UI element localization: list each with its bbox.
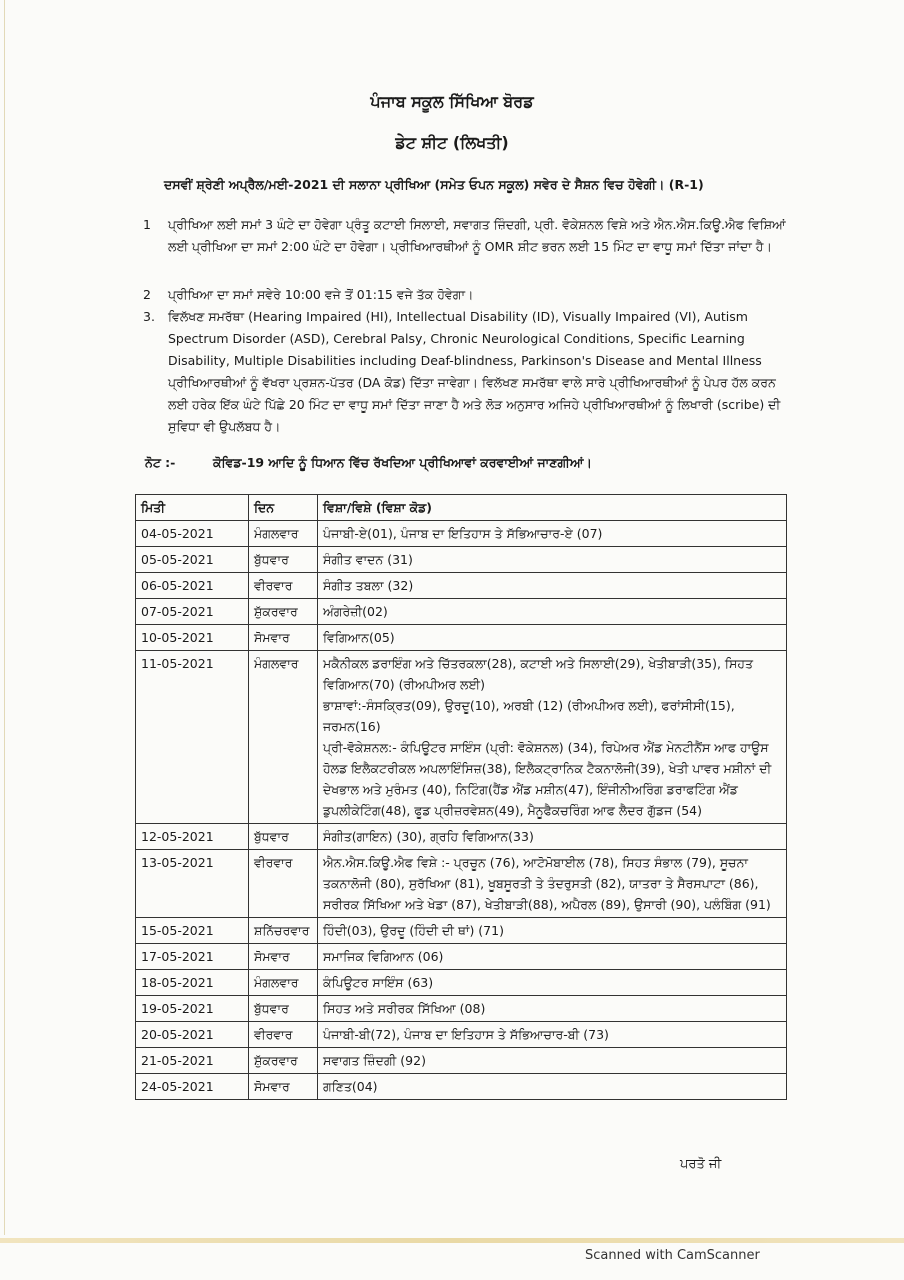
day-cell: ਸ਼ੁੱਕਰਵਾਰ <box>249 1048 318 1074</box>
date-cell: 12-05-2021 <box>136 824 249 850</box>
instruction-number: 2 <box>143 287 151 302</box>
subject-cell: ਪੰਜਾਬੀ-ਬੀ(72), ਪੰਜਾਬ ਦਾ ਇਤਿਹਾਸ ਤੇ ਸੱਭਿਆਚਾਰ-ਬੀ (73) <box>318 1022 787 1048</box>
table-row <box>136 944 787 970</box>
date-cell: 13-05-2021 <box>136 850 249 918</box>
date-cell: 19-05-2021 <box>136 996 249 1022</box>
board-title: ਪੰਜਾਬ ਸਕੂਲ ਸਿੱਖਿਆ ਬੋਰਡ <box>370 92 534 111</box>
date-cell: 11-05-2021 <box>136 651 249 824</box>
day-cell: ਮੰਗਲਵਾਰ <box>249 521 318 547</box>
scanner-watermark: Scanned with CamScanner <box>585 1248 760 1263</box>
subject-cell: ਸਵਾਗਤ ਜ਼ਿੰਦਗੀ (92) <box>318 1048 787 1074</box>
date-cell: 24-05-2021 <box>136 1074 249 1100</box>
day-cell: ਸੋਮਵਾਰ <box>249 944 318 970</box>
table-row <box>136 918 787 944</box>
table-row <box>136 625 787 651</box>
header-day: ਦਿਨ <box>249 495 318 521</box>
day-cell: ਵੀਰਵਾਰ <box>249 573 318 599</box>
date-sheet-table <box>135 494 787 1100</box>
date-cell: 05-05-2021 <box>136 547 249 573</box>
day-cell: ਸ਼ਨਿੱਚਰਵਾਰ <box>249 918 318 944</box>
day-cell: ਵੀਰਵਾਰ <box>249 1022 318 1048</box>
subject-cell <box>318 651 787 824</box>
subject-cell: ਹਿੰਦੀ(03), ਉਰਦੂ (ਹਿੰਦੀ ਦੀ ਥਾਂ) (71) <box>318 918 787 944</box>
day-cell: ਸ਼ੁੱਕਰਵਾਰ <box>249 599 318 625</box>
date-cell: 18-05-2021 <box>136 970 249 996</box>
date-cell: 15-05-2021 <box>136 918 249 944</box>
instruction-number: 3. <box>143 309 155 324</box>
date-cell: 21-05-2021 <box>136 1048 249 1074</box>
signature: ਪਰਤੋ ਜੀ <box>680 1157 722 1172</box>
table-row <box>136 1022 787 1048</box>
table-row <box>136 850 787 918</box>
exam-notice: ਦਸਵੀਂ ਸ਼੍ਰੇਣੀ ਅਪ੍ਰੈਲ/ਮਈ-2021 ਦੀ ਸਲਾਨਾ ਪ੍ਰੀਖਿਆ (ਸਮੇਤ ਓਪਨ ਸਕੂਲ) ਸਵੇਰ ਦੇ ਸੈਸ਼ਨ ਵਿਚ ਹੋਵੇਗੀ। (R-1) <box>164 177 704 192</box>
subject-cell: ਸੰਗੀਤ(ਗਾਇਨ) (30), ਗ੍ਰਹਿ ਵਿਗਿਆਨ(33) <box>318 824 787 850</box>
header-subject: ਵਿਸ਼ਾ/ਵਿਸ਼ੇ (ਵਿਸ਼ਾ ਕੋਡ) <box>318 495 787 521</box>
note-text: ਕੋਵਿਡ-19 ਆਦਿ ਨੂੰ ਧਿਆਨ ਵਿੱਚ ਰੱਖਦਿਆ ਪ੍ਰੀਖਿਆਵਾਂ ਕਰਵਾਈਆਂ ਜਾਣਗੀਆਂ। <box>213 455 592 470</box>
day-cell: ਬੁੱਧਵਾਰ <box>249 996 318 1022</box>
day-cell: ਮੰਗਲਵਾਰ <box>249 651 318 824</box>
subject-cell: ਕੰਪਿਊਟਰ ਸਾਇੰਸ (63) <box>318 970 787 996</box>
table-row <box>136 1048 787 1074</box>
table-row <box>136 651 787 824</box>
table-row <box>136 1074 787 1100</box>
subject-cell: ਸਿਹਤ ਅਤੇ ਸਰੀਰਕ ਸਿੱਖਿਆ (08) <box>318 996 787 1022</box>
table-header-row <box>136 495 787 521</box>
day-cell: ਸੋਮਵਾਰ <box>249 1074 318 1100</box>
subject-cell: ਪੰਜਾਬੀ-ਏ(01), ਪੰਜਾਬ ਦਾ ਇਤਿਹਾਸ ਤੇ ਸੱਭਿਆਚਾਰ-ਏ (07) <box>318 521 787 547</box>
subject-cell: ਗਣਿਤ(04) <box>318 1074 787 1100</box>
subject-cell: ਐਨ.ਐਸ.ਕਿਊ.ਐਫ ਵਿਸ਼ੇ :- ਪ੍ਰਚੂਨ (76), ਆਟੋਮੋਬਾਈਲ (78), ਸਿਹਤ ਸੰਭਾਲ (79), ਸੂਚਨਾ ਤਕਨਾਲੋਜੀ (80), ਸੁਰੱਖਿਆ (81), ਖੂਬਸੂਰਤੀ ਤੇ ਤੰਦਰੁਸਤੀ (82), ਯਾਤਰਾ ਤੇ ਸੈਰਸਪਾਟਾ (86), ਸਰੀਰਕ ਸਿੱਖਿਆ ਅਤੇ ਖੇਡਾ (87), ਖੇਤੀਬਾੜੀ(88), ਅਪੈਰਲ (89), ਉਸਾਰੀ (90), ਪਲੰਬਿੰਗ (91) <box>318 850 787 918</box>
subject-line: ਪ੍ਰੀ-ਵੋਕੇਸ਼ਨਲ:- ਕੰਪਿਊਟਰ ਸਾਇੰਸ (ਪ੍ਰੀ: ਵੋਕੇਸ਼ਨਲ) (34), ਰਿਪੇਅਰ ਐਂਡ ਮੇਨਟੀਨੈਂਸ ਆਫ ਹਾਊਸ ਹੋਲਡ ਇਲੈਕਟਰੀਕਲ ਅਪਲਾਇੰਸਿਜ਼(38), ਇਲੈਕਟ੍ਰਾਨਿਕ ਟੈਕਨਾਲੋਜੀ(39), ਖੇਤੀ ਪਾਵਰ ਮਸ਼ੀਨਾਂ ਦੀ ਦੇਖਭਾਲ ਅਤੇ ਮੁਰੰਮਤ (40), ਨਿਟਿੰਗ(ਹੈਂਡ ਐਂਡ ਮਸ਼ੀਨ(47), ਇੰਜੀਨੀਅਰਿੰਗ ਡਰਾਫਟਿੰਗ ਐਂਡ ਡੁਪਲੀਕੇਟਿੰਗ(48), ਫੂਡ ਪ੍ਰੀਜ਼ਰਵੇਸ਼ਨ(49), ਮੈਨੂਫੈਕਚਰਿੰਗ ਆਫ ਲੈਦਰ ਗੁੱਡਜ (54) <box>323 740 772 818</box>
date-cell: 07-05-2021 <box>136 599 249 625</box>
subject-cell: ਸੰਗੀਤ ਵਾਦਨ (31) <box>318 547 787 573</box>
day-cell: ਮੰਗਲਵਾਰ <box>249 970 318 996</box>
instruction-text: ਪ੍ਰੀਖਿਆ ਲਈ ਸਮਾਂ 3 ਘੰਟੇ ਦਾ ਹੋਵੇਗਾ ਪ੍ਰੰਤੂ ਕਟਾਈ ਸਿਲਾਈ, ਸਵਾਗਤ ਜ਼ਿੰਦਗੀ, ਪ੍ਰੀ. ਵੋਕੇਸ਼ਨਲ ਵਿਸ਼ੇ ਅਤੇ ਐਨ.ਐਸ.ਕਿਊ.ਐਫ ਵਿਸ਼ਿਆਂ ਲਈ ਪ੍ਰੀਖਿਆ ਦਾ ਸਮਾਂ 2:00 ਘੰਟੇ ਦਾ ਹੋਵੇਗਾ। ਪ੍ਰੀਖਿਆਰਥੀਆਂ ਨੂੰ OMR ਸ਼ੀਟ ਭਰਨ ਲਈ 15 ਮਿੰਟ ਦਾ ਵਾਧੂ ਸਮਾਂ ਦਿੱਤਾ ਜਾਂਦਾ ਹੈ। <box>168 217 786 254</box>
subject-cell: ਅੰਗਰੇਜ਼ੀ(02) <box>318 599 787 625</box>
subject-line: ਮਕੈਨੀਕਲ ਡਰਾਇੰਗ ਅਤੇ ਚਿੱਤਰਕਲਾ(28), ਕਟਾਈ ਅਤੇ ਸਿਲਾਈ(29), ਖੇਤੀਬਾੜੀ(35), ਸਿਹਤ ਵਿਗਿਆਨ(70) (ਰੀਅਪੀਅਰ ਲਈ) <box>323 656 753 692</box>
day-cell: ਸੋਮਵਾਰ <box>249 625 318 651</box>
page-bottom-edge <box>0 1238 904 1243</box>
date-cell: 17-05-2021 <box>136 944 249 970</box>
subject-cell: ਵਿਗਿਆਨ(05) <box>318 625 787 651</box>
subject-cell: ਸਮਾਜਿਕ ਵਿਗਿਆਨ (06) <box>318 944 787 970</box>
date-cell: 04-05-2021 <box>136 521 249 547</box>
date-cell: 20-05-2021 <box>136 1022 249 1048</box>
date-cell: 06-05-2021 <box>136 573 249 599</box>
day-cell: ਵੀਰਵਾਰ <box>249 850 318 918</box>
table-row <box>136 824 787 850</box>
table-row <box>136 547 787 573</box>
table-row <box>136 521 787 547</box>
subject-cell: ਸੰਗੀਤ ਤਬਲਾ (32) <box>318 573 787 599</box>
page-edge-line <box>4 0 5 1235</box>
day-cell: ਬੁੱਧਵਾਰ <box>249 547 318 573</box>
instruction-text: ਪ੍ਰੀਖਿਆ ਦਾ ਸਮਾਂ ਸਵੇਰੇ 10:00 ਵਜੇ ਤੋਂ 01:15 ਵਜੇ ਤੱਕ ਹੋਵੇਗਾ। <box>168 287 474 302</box>
instruction-text: ਵਿਲੱਖਣ ਸਮਰੱਥਾ (Hearing Impaired (HI), Intellectual Disability (ID), Visually Impaired (VI), Autism Spectrum Disorder (ASD), Cerebral Palsy, Chronic Neurological Conditions, Specific Learning Disability, Multiple Disabilities including Deaf-blindness, Parkinson's Disease and Mental Illness ਪ੍ਰੀਖਿਆਰਥੀਆਂ ਨੂੰ ਵੱਖਰਾ ਪ੍ਰਸ਼ਨ-ਪੱਤਰ (DA ਕੋਡ) ਦਿੱਤਾ ਜਾਵੇਗਾ। ਵਿਲੱਖਣ ਸਮਰੱਥਾ ਵਾਲੇ ਸਾਰੇ ਪ੍ਰੀਖਿਆਰਥੀਆਂ ਨੂੰ ਪੇਪਰ ਹੱਲ ਕਰਨ ਲਈ ਹਰੇਕ ਇੱਕ ਘੰਟੇ ਪਿੱਛੇ 20 ਮਿੰਟ ਦਾ ਵਾਧੂ ਸਮਾਂ ਦਿੱਤਾ ਜਾਣਾ ਹੈ ਅਤੇ ਲੋੜ ਅਨੁਸਾਰ ਅਜਿਹੇ ਪ੍ਰੀਖਿਆਰਥੀਆਂ ਨੂੰ ਲਿਖਾਰੀ (scribe) ਦੀ ਸੁਵਿਧਾ ਵੀ ਉਪਲੱਬਧ ਹੈ। <box>168 309 781 434</box>
date-cell: 10-05-2021 <box>136 625 249 651</box>
covid-note <box>145 455 592 471</box>
table-row <box>136 599 787 625</box>
table-row <box>136 970 787 996</box>
table-row <box>136 996 787 1022</box>
day-cell: ਬੁੱਧਵਾਰ <box>249 824 318 850</box>
note-label: ਨੋਟ :- <box>145 455 176 470</box>
header-date: ਮਿਤੀ <box>136 495 249 521</box>
instruction-number: 1 <box>143 217 151 232</box>
table-row <box>136 573 787 599</box>
subject-line: ਭਾਸ਼ਾਵਾਂ:-ਸੰਸਕ੍ਰਿਤ(09), ਉਰਦੂ(10), ਅਰਬੀ (12) (ਰੀਅਪੀਅਰ ਲਈ), ਫਰਾਂਸੀਸੀ(15), ਜਰਮਨ(16) <box>323 698 735 734</box>
date-sheet-title: ਡੇਟ ਸ਼ੀਟ (ਲਿਖਤੀ) <box>395 133 509 152</box>
